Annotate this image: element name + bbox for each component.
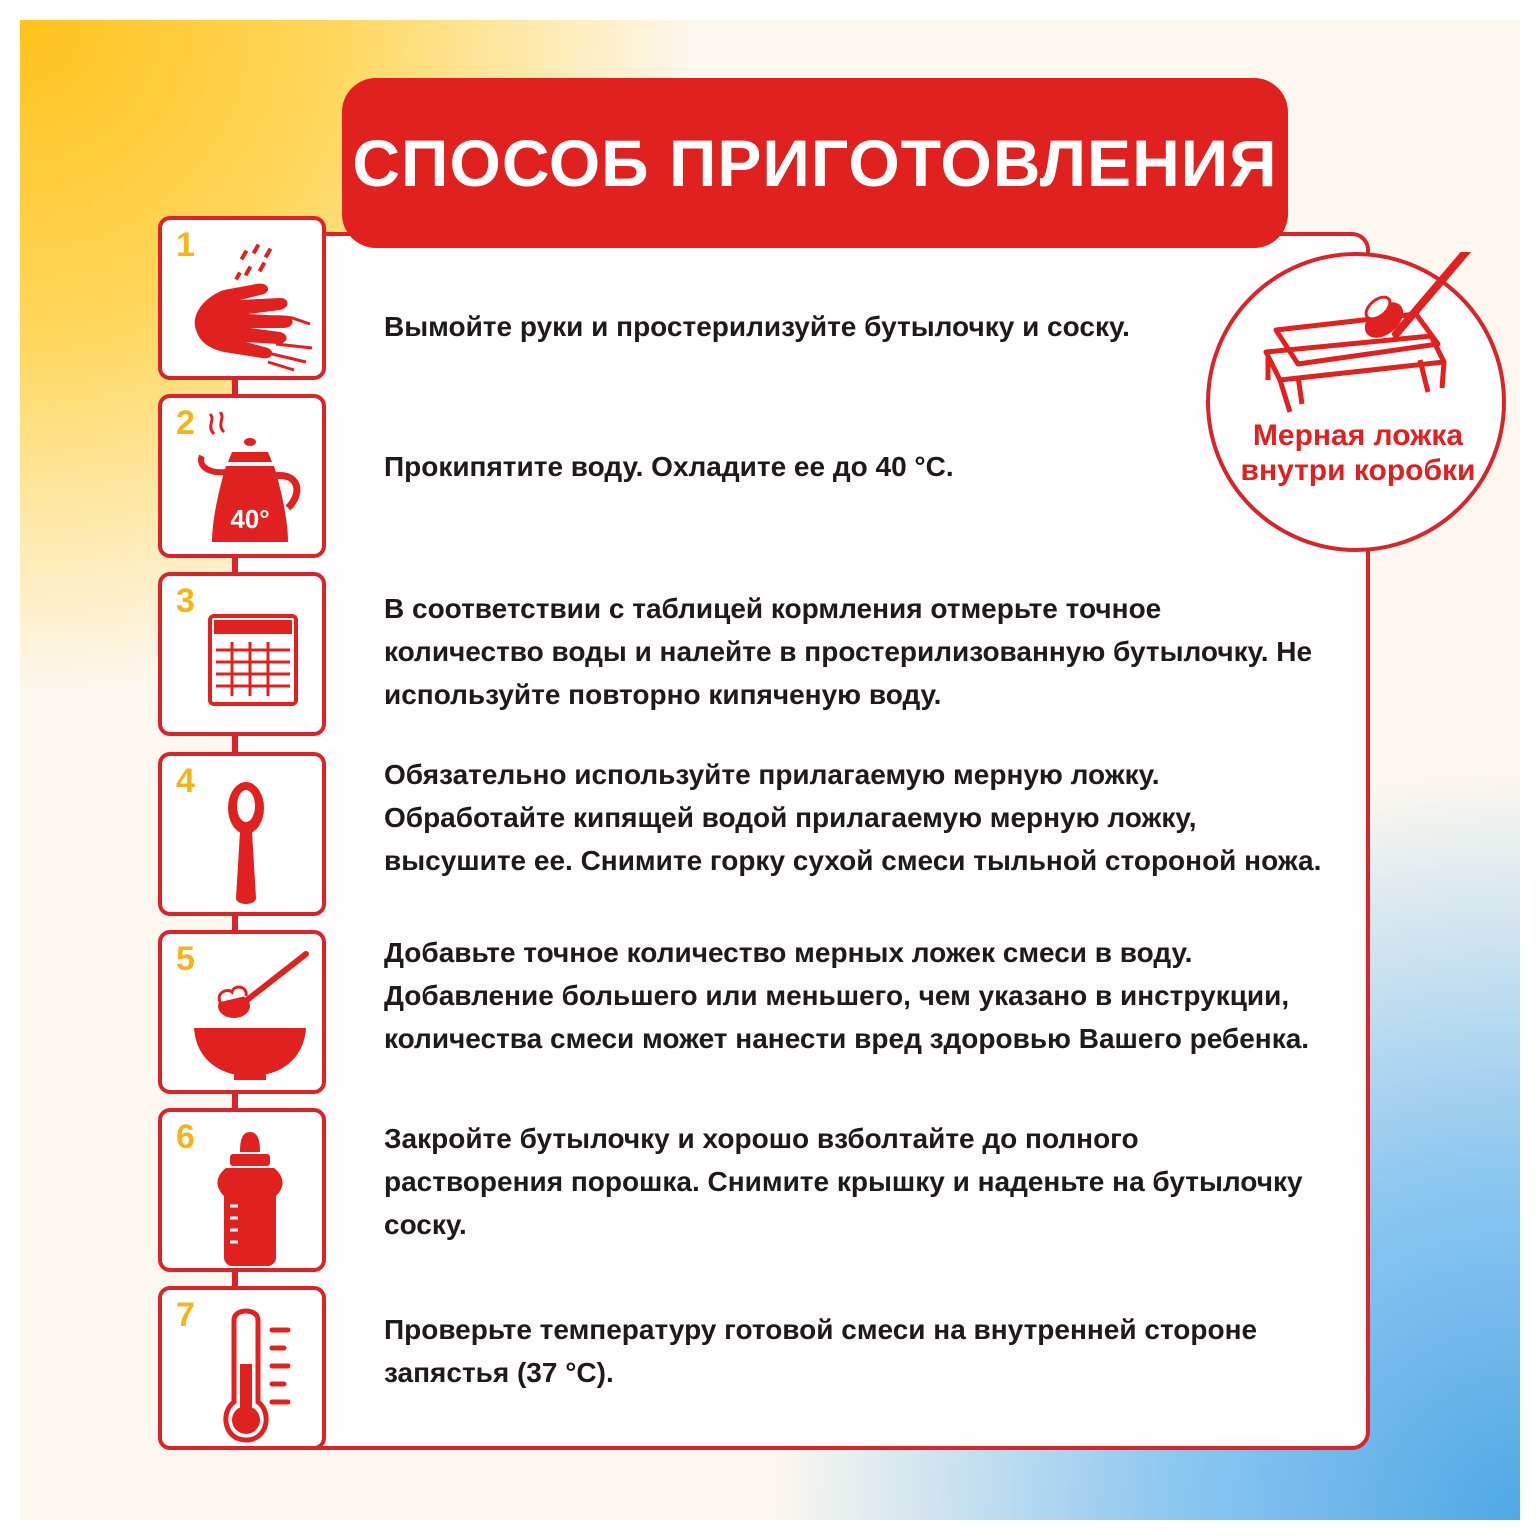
step-4-text: Обязательно используйте прилагаемую мерную ложку. Обработайте кипящей водой прилагаемую мерную ложку, высушите ее. Снимите горку сухой смеси тыльной стороной ножа.	[384, 758, 1322, 876]
step-7-text: Проверьте температуру готовой смеси на внутренней стороне запястья (37 °С).	[384, 1314, 1258, 1388]
step-3-text: В соответствии с таблицей кормления отмерьте точное количество воды и налейте в простерилизованную бутылочку. Не используйте повторно кипяченую воду.	[384, 592, 1313, 710]
step-number: 5	[176, 940, 195, 978]
step-4-icon-box	[158, 752, 326, 916]
measuring-spoon-badge	[1206, 252, 1506, 552]
step-2-icon-box	[158, 394, 326, 558]
step-5-icon-box	[158, 930, 326, 1094]
table-chart-icon	[176, 590, 316, 730]
svg-text:40°: 40°	[230, 504, 270, 534]
bowl-spoon-icon	[176, 948, 316, 1088]
measuring-spoon-note: Мерная ложка внутри коробки	[1240, 419, 1476, 487]
step-1-icon-box	[158, 216, 326, 380]
step-1-text: Вымойте руки и простерилизуйте бутылочку и соску.	[384, 310, 1130, 342]
step-6-text: Закройте бутылочку и хорошо взболтайте до полного растворения порошка. Снимите крышку и наденьте на бутылочку соску.	[384, 1122, 1303, 1240]
step-7-icon-box	[158, 1286, 326, 1450]
step-number: 6	[176, 1118, 195, 1156]
thermometer-icon	[176, 1304, 316, 1444]
spoon-box-icon	[1206, 252, 1506, 552]
page-title: СПОСОБ ПРИГОТОВЛЕНИЯ	[352, 126, 1278, 200]
step-3-icon-box	[158, 572, 326, 736]
step-number: 2	[176, 404, 195, 442]
kettle-icon	[176, 412, 316, 552]
step-number: 3	[176, 582, 195, 620]
step-2-text: Прокипятите воду. Охладите ее до 40 °С.	[384, 450, 954, 482]
step-6-icon-box	[158, 1108, 326, 1272]
step-number: 7	[176, 1296, 195, 1334]
step-number: 4	[176, 762, 195, 800]
hand-washing-icon	[176, 234, 316, 374]
spoon-icon	[176, 770, 316, 910]
title-banner	[342, 78, 1288, 248]
step-5-text: Добавьте точное количество мерных ложек смеси в воду. Добавление большего или меньшего, чем указано в инструкции, количества смеси может нанести вред здоровью Вашего ребенка.	[384, 936, 1310, 1054]
baby-bottle-icon	[176, 1126, 316, 1266]
step-number: 1	[176, 226, 195, 264]
